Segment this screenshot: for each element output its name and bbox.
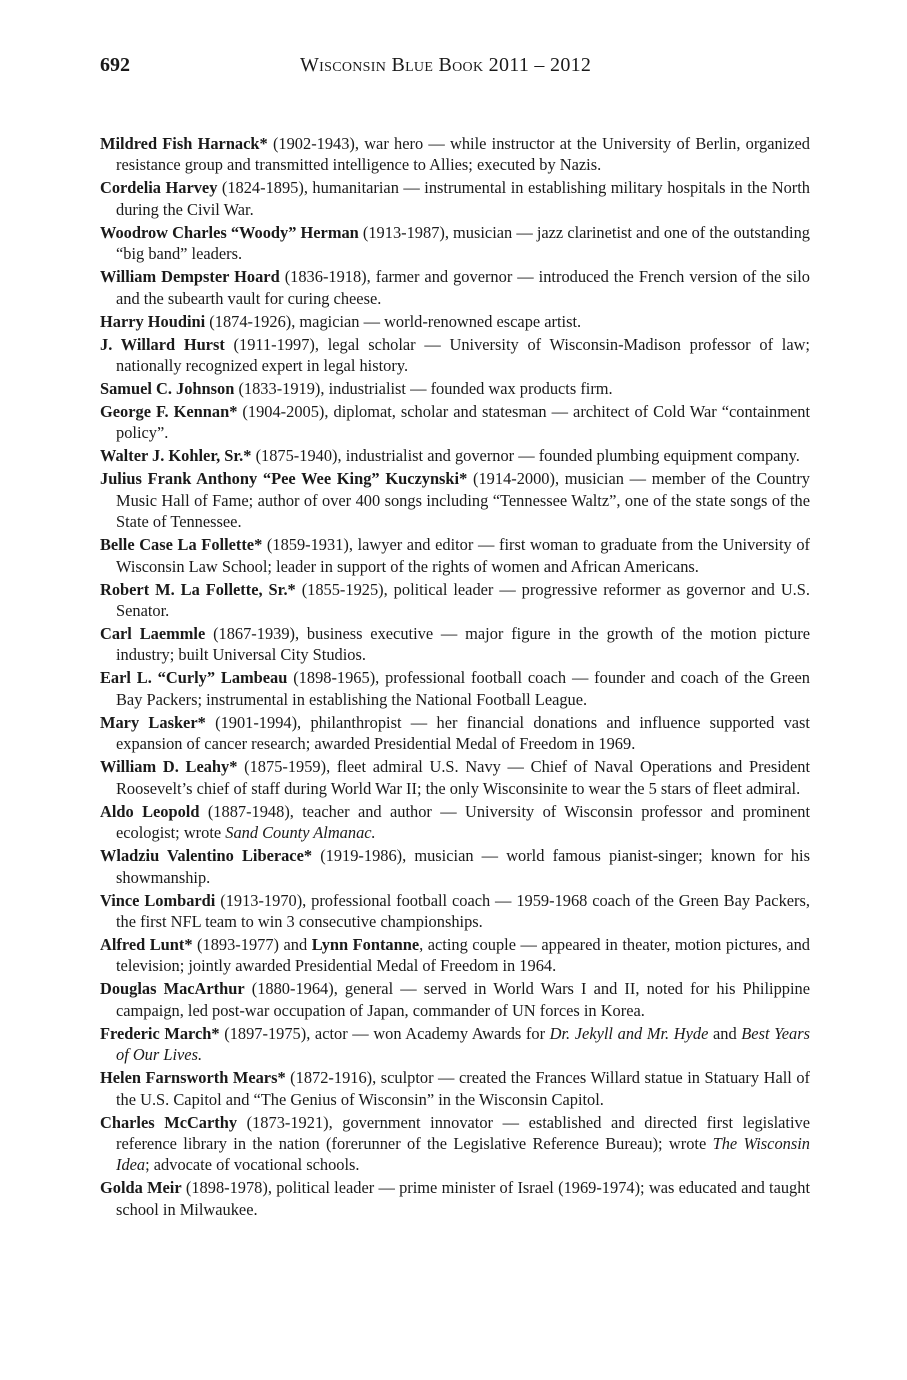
entry-text: and — [708, 1023, 742, 1043]
entry-name: Frederic March* — [100, 1023, 220, 1043]
entry-text: (1859-1931), lawyer and editor — first woman to graduate from the University of Wisconsin Law School; leader in support of the rights of women and African Americans. — [116, 535, 810, 576]
entry-text: (1901-1994), philanthropist — her financial donations and influence supported vast expansion of cancer research; awarded Presidential Medal of Freedom in 1969. — [116, 712, 810, 754]
biography-entry — [100, 579, 810, 622]
biography-entry — [100, 934, 810, 977]
entry-text: (1874-1926), magician — world-renowned escape artist. — [205, 311, 582, 331]
biography-entry — [100, 378, 810, 399]
entry-name: Vince Lombardi — [100, 890, 216, 910]
entry-text: (1911-1997), legal scholar — University of Wisconsin-Madison professor of law; nationally recognized expert in legal history. — [116, 334, 810, 376]
biography-entry — [100, 756, 810, 799]
entry-title-italic: Sand County Almanac. — [225, 823, 376, 843]
biography-entry — [100, 712, 810, 755]
entry-name: George F. Kennan* — [100, 402, 238, 422]
entry-name: Charles McCarthy — [100, 1112, 238, 1132]
entry-text: (1873-1921), government innovator — established and directed first legislative reference library in the nation (forerunner of the Legislative Reference Bureau); wrote — [116, 1112, 811, 1153]
biography-entry — [100, 311, 810, 332]
biography-entry — [100, 1177, 810, 1220]
biography-entry — [100, 1023, 810, 1066]
entry-text: , acting couple — appeared in theater, motion pictures, and television; jointly awarded Presidential Medal of Freedom in 1964. — [116, 934, 810, 976]
entry-text: ; advocate of vocational schools. — [145, 1155, 360, 1175]
entry-name: Douglas MacArthur — [100, 979, 245, 999]
running-title: Wisconsin Blue Book 2011 – 2012 — [300, 54, 592, 76]
entry-name: Aldo Leopold — [100, 801, 200, 821]
entry-text: (1913-1970), professional football coach — 1959-1968 coach of the Green Bay Packers, the first NFL team to win 3 consecutive championships. — [116, 890, 810, 931]
entry-name: Belle Case La Follette* — [100, 535, 263, 555]
biography-entry — [100, 1112, 810, 1176]
entry-text: (1875-1940), industrialist and governor — founded plumbing equipment company. — [251, 446, 800, 466]
entry-name: Cordelia Harvey — [100, 178, 218, 198]
biography-entry — [100, 1067, 810, 1110]
entry-name: Samuel C. Johnson — [100, 379, 235, 399]
entry-text: (1824-1895), humanitarian — instrumental in establishing military hospitals in the North during the Civil War. — [116, 178, 810, 219]
entry-name: Julius Frank Anthony “Pee Wee King” Kuczynski* — [100, 469, 468, 489]
entry-name: Earl L. “Curly” Lambeau — [100, 668, 288, 688]
page-number: 692 — [100, 54, 130, 76]
entry-name: Woodrow Charles “Woody” Herman — [100, 222, 359, 242]
biography-entry — [100, 978, 810, 1021]
entry-name: Walter J. Kohler, Sr.* — [100, 446, 252, 466]
entry-name: Harry Houdini — [100, 311, 206, 331]
entry-name: J. Willard Hurst — [100, 334, 225, 354]
biography-entry — [100, 534, 810, 577]
biography-entry — [100, 445, 810, 466]
entry-name: Alfred Lunt* — [100, 934, 193, 954]
entry-text: (1836-1918), farmer and governor — introduced the French version of the silo and the subearth vault for curing cheese. — [116, 267, 810, 308]
entry-text: (1893-1977) and — [192, 934, 312, 954]
biography-entry — [100, 468, 810, 532]
entry-title-italic: The Wisconsin Idea — [116, 1133, 810, 1175]
biography-entry — [100, 334, 810, 377]
entry-name: Lynn Fontanne — [311, 934, 420, 954]
entry-text: (1872-1916), sculptor — created the Frances Willard statue in Statuary Hall of the U.S. Capitol and “The Genius of Wisconsin” in the Wisconsin Capitol. — [116, 1068, 810, 1109]
entry-text: (1880-1964), general — served in World Wars I and II, noted for his Philippine campaign, led post-war occupation of Japan, commander of UN forces in Korea. — [116, 979, 810, 1020]
biography-entry — [100, 133, 810, 176]
biography-entry — [100, 667, 810, 710]
biography-entry — [100, 266, 810, 309]
entry-name: Robert M. La Follette, Sr.* — [100, 579, 296, 599]
entry-name: Mildred Fish Harnack* — [100, 134, 268, 153]
entry-text: (1897-1975), actor — won Academy Awards for — [219, 1023, 550, 1043]
entry-name: Mary Lasker* — [100, 712, 206, 732]
biography-entry — [100, 623, 810, 666]
biography-entry — [100, 222, 810, 265]
entry-name: William Dempster Hoard — [100, 267, 280, 287]
entry-text: (1875-1959), fleet admiral U.S. Navy — Chief of Naval Operations and President Roosevelt’s chief of staff during World War II; the only Wisconsinite to wear the 5 stars of fleet admiral. — [116, 757, 811, 798]
entry-text: (1833-1919), industrialist — founded wax products firm. — [234, 379, 613, 399]
entry-name: William D. Leahy* — [100, 757, 238, 777]
entry-text: (1914-2000), musician — member of the Country Music Hall of Fame; author of over 400 songs including “Tennessee Waltz”, one of the state songs of the State of Tennessee. — [116, 469, 811, 532]
entry-text: (1902-1943), war hero — while instructor at the University of Berlin, organized resistance group and transmitted intelligence to Allies; executed by Nazis. — [116, 134, 810, 175]
entry-name: Helen Farnsworth Mears* — [100, 1068, 286, 1088]
biography-entry — [100, 177, 810, 220]
entry-name: Carl Laemmle — [100, 624, 206, 644]
biography-entry — [100, 890, 810, 933]
entry-name: Wladziu Valentino Liberace* — [100, 846, 313, 866]
entry-title-italic: Best Years of Our Lives. — [116, 1023, 810, 1065]
entry-title-italic: Dr. Jekyll and Mr. Hyde — [549, 1023, 709, 1043]
entry-text: (1855-1925), political leader — progressive reformer as governor and U.S. Senator. — [116, 579, 810, 621]
biography-entry — [100, 401, 810, 444]
entry-text: (1887-1948), teacher and author — University of Wisconsin professor and prominent ecologist; wrote — [116, 801, 811, 843]
entry-text: (1919-1986), musician — world famous pianist-singer; known for his showmanship. — [116, 846, 810, 887]
entry-name: Golda Meir — [100, 1178, 182, 1198]
entry-text: (1913-1987), musician — jazz clarinetist and one of the outstanding “big band” leaders. — [116, 222, 810, 264]
biography-entry — [100, 801, 810, 844]
entry-text: (1898-1978), political leader — prime minister of Israel (1969-1974); was educated and taught school in Milwaukee. — [116, 1178, 810, 1219]
biography-entry — [100, 845, 810, 888]
page-header — [100, 54, 810, 84]
entry-text: (1904-2005), diplomat, scholar and statesman — architect of Cold War “containment policy”. — [116, 402, 810, 443]
entry-text: (1867-1939), business executive — major figure in the growth of the motion picture industry; built Universal City Studios. — [116, 624, 810, 665]
entry-text: (1898-1965), professional football coach — founder and coach of the Green Bay Packers; instrumental in establishing the National Football League. — [116, 668, 810, 709]
biography-list — [100, 133, 810, 1222]
